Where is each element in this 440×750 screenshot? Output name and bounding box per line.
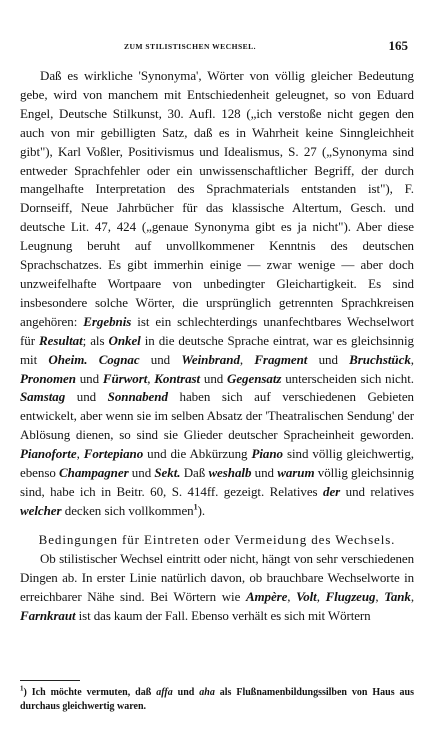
text-run: und bbox=[172, 687, 200, 698]
text-run: und bbox=[139, 351, 182, 367]
italic-term: Pronomen bbox=[20, 370, 76, 386]
italic-term: Flugzeug bbox=[325, 589, 376, 605]
text-run: in die deutsche Sprache eintrat, war es gleichsinnig mit bbox=[20, 332, 414, 367]
italic-term: warum bbox=[277, 465, 315, 481]
italic-term: Bruchstück bbox=[349, 351, 411, 367]
italic-term: Ergebnis bbox=[83, 313, 132, 329]
text-run: und bbox=[200, 370, 227, 386]
text-run: Daß es wirkliche 'Synonyma', Wörter von völlig gleicher Bedeutung gebe, wird von manchem mit Entschiedenheit geleugnet, so von Eduard Engel, Deutsche Stilkunst, 30. Aufl. 128 („ich verstoße nicht gegen den auch von mir gebilligten Satz, daß es in Wahrheit keine Sinngleichheit gibt"), Karl Voßler, Positivismus und Idealismus, S. 27 („Synonyma sind entweder Sprachfehler oder ein unwissenschaftlicher Begriff, der durch mangelhafte Interpretation des Sprachmaterials entstanden ist"), F. Dornseiff, Neue Jahrbücher für das klassische Altertum, Gesch. und deutsche Lit. 47, 424 („genaue Synonyma gibt es ja nicht"). Aber diese Leugnung beruht auf unvollkommener Kenntnis des deutschen Sprachschatzes. Es gibt immerhin einige — zwar wenige — aber doch unzweifelhafte Wortpaare von unbedingter Gleichartigkeit. Es sind insbesondere solche Wörter, die ursprünglich getrennten Sprachkreisen angehören: bbox=[20, 68, 414, 329]
text-run: ist das kaum der Fall. Ebenso verhält es sich mit Wörtern bbox=[75, 607, 371, 623]
text-run: , bbox=[375, 589, 385, 605]
italic-term: Gegensatz bbox=[227, 370, 282, 386]
italic-term: Farnkraut bbox=[20, 607, 76, 623]
text-run: unterscheiden sich nicht. bbox=[281, 370, 414, 386]
running-head: ZUM STILISTISCHEN WECHSEL. bbox=[123, 42, 257, 51]
section-heading: Bedingungen für Eintreten oder Vermeidung des Wechsels. bbox=[38, 531, 396, 547]
paragraph-synonyma bbox=[20, 67, 414, 521]
text-run: , bbox=[239, 351, 255, 367]
text-run: ). bbox=[197, 502, 206, 518]
text-run: und bbox=[307, 351, 350, 367]
italic-term: Ampère bbox=[245, 589, 288, 605]
italic-term: affa bbox=[156, 687, 173, 698]
italic-term: Weinbrand bbox=[181, 351, 240, 367]
page-body bbox=[20, 67, 414, 626]
text-run: haben sich auf verschiedenen Gebieten entwickelt, aber wenn sie im selben Absatz der 'Theatralischen Sendung' der Ablösung dienen, so sind sie Glieder deutscher Spracheinheit geworden. bbox=[20, 389, 414, 443]
text-run: sind völlig gleichwertig, ebenso bbox=[20, 446, 414, 481]
footnote-marker: 1 bbox=[20, 684, 24, 693]
italic-term: Sonnabend bbox=[107, 389, 168, 405]
footnote-rule bbox=[20, 680, 80, 681]
footnote-reference: 1 bbox=[193, 502, 198, 512]
italic-term: Tank bbox=[384, 589, 411, 605]
italic-term: Samstag bbox=[20, 389, 66, 405]
text-run: Ob stilistischer Wechsel eintritt oder nicht, hängt von sehr verschiedenen Dingen ab. In erster Linie natürlich davon, ob brauchbare Wechselworte in erreichbarer Nähe sind. Bei Wörtern wie bbox=[20, 551, 414, 605]
text-run: und die Abkürzung bbox=[143, 446, 252, 462]
text-run: decken sich vollkommen bbox=[61, 502, 194, 518]
text-run bbox=[87, 352, 98, 367]
italic-term: Fragment bbox=[254, 351, 308, 367]
footnote bbox=[20, 686, 414, 714]
text-run: Daß bbox=[180, 465, 209, 481]
italic-term: Volt bbox=[296, 589, 317, 605]
page-header bbox=[0, 38, 440, 56]
text-run: und bbox=[128, 465, 155, 481]
italic-term: aha bbox=[199, 687, 215, 698]
text-run: und bbox=[65, 389, 108, 405]
italic-term: Sekt. bbox=[154, 465, 181, 481]
italic-term: Piano bbox=[251, 446, 284, 462]
text-run: und bbox=[251, 465, 278, 481]
italic-term: weshalb bbox=[208, 465, 252, 481]
italic-term: Fortepiano bbox=[83, 446, 144, 462]
text-run: , bbox=[147, 370, 155, 386]
text-run: ) Ich möchte vermuten, daß bbox=[23, 687, 157, 698]
paragraph-bedingungen bbox=[20, 550, 414, 626]
italic-term: Kontrast bbox=[154, 370, 201, 386]
text-run: , bbox=[287, 589, 297, 605]
italic-term: Champagner bbox=[59, 465, 129, 481]
text-run: und relatives bbox=[340, 483, 414, 499]
text-run: als Flußnamenbildungssilben von Haus aus durchaus gleichwertig waren. bbox=[20, 687, 415, 712]
italic-term: Fürwort bbox=[102, 370, 148, 386]
text-run: völlig gleichsinnig sind, habe ich in Beitr. 60, S. 414ff. gezeigt. Relatives bbox=[20, 465, 414, 499]
italic-term: Oheim. bbox=[48, 351, 88, 367]
text-run: und bbox=[75, 370, 103, 386]
text-run: ; als bbox=[82, 332, 109, 348]
italic-term: Onkel bbox=[108, 332, 141, 348]
italic-term: Resultat bbox=[39, 332, 83, 348]
text-run: ist ein schlechterdings unanfechtbares Wechselwort für bbox=[20, 313, 415, 348]
text-run: , bbox=[410, 589, 414, 605]
page-number: 165 bbox=[388, 38, 408, 53]
text-run: , bbox=[410, 351, 414, 367]
italic-term: der bbox=[323, 483, 341, 499]
text-run: , bbox=[316, 589, 326, 605]
italic-term: Cognac bbox=[98, 351, 140, 367]
italic-term: welcher bbox=[20, 502, 62, 518]
text-run: , bbox=[76, 446, 84, 462]
italic-term: Pianoforte bbox=[20, 446, 77, 462]
